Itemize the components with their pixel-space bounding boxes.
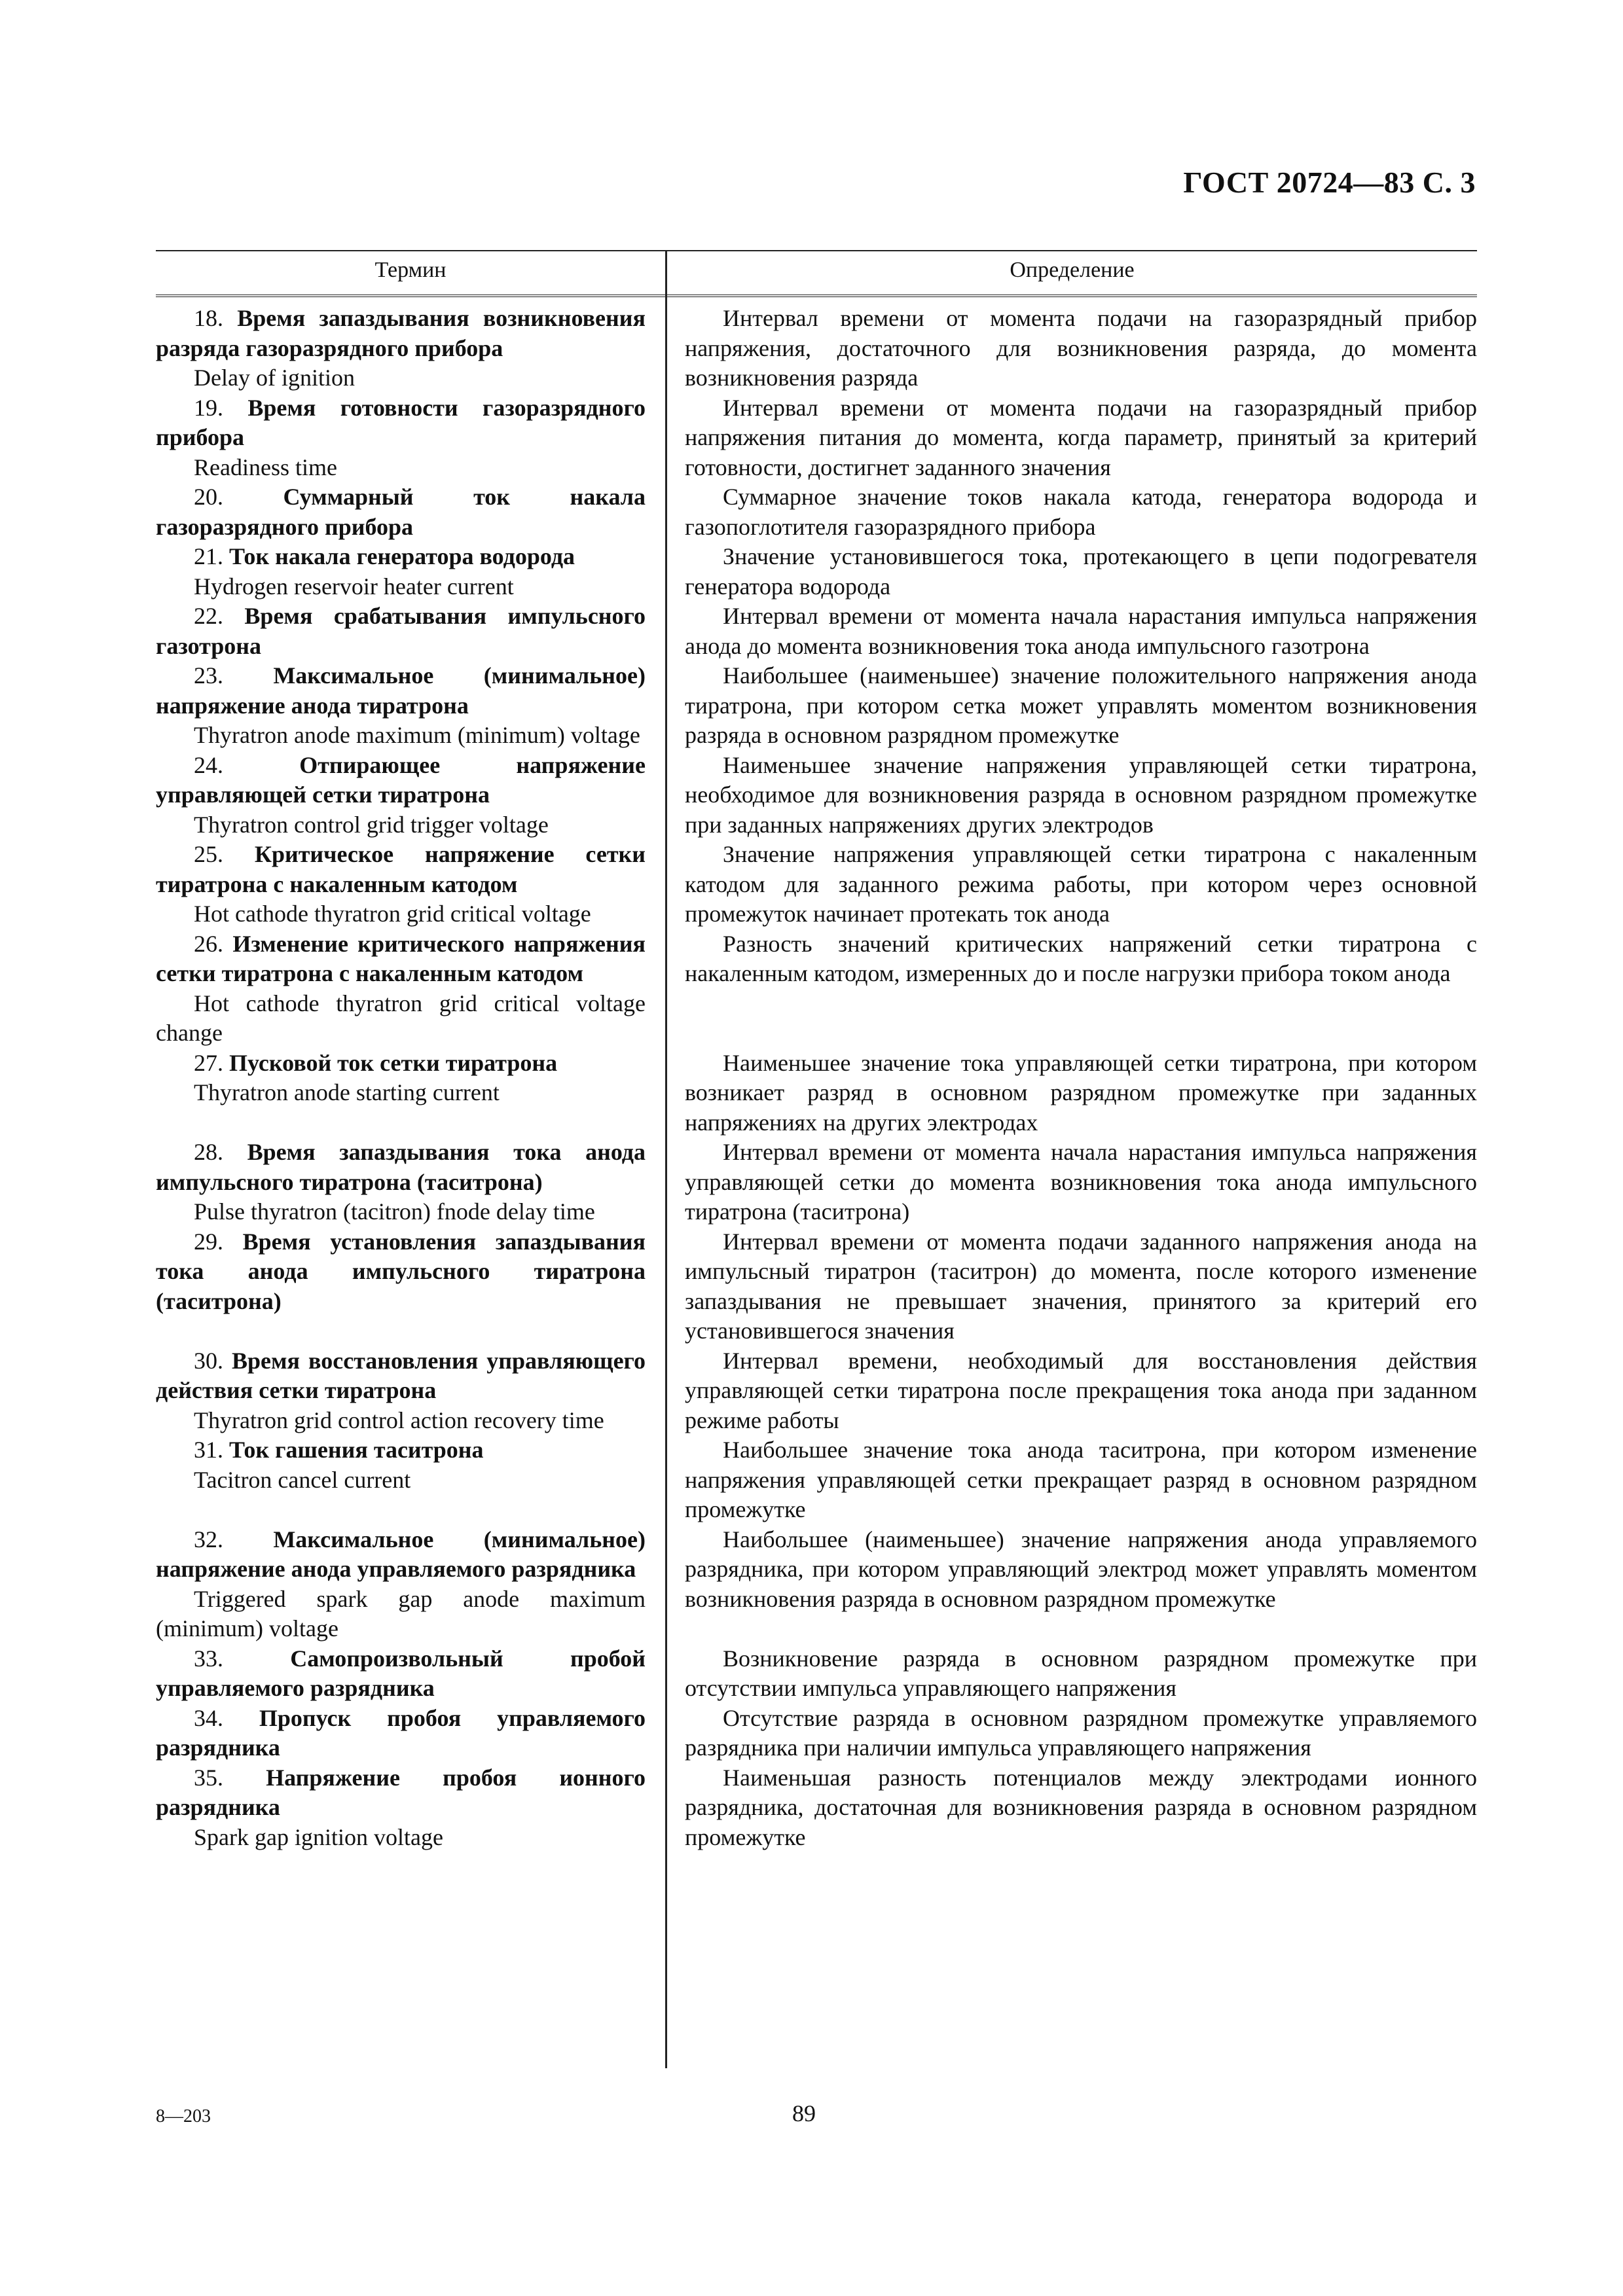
term-ru: Ток гашения таситрона — [229, 1437, 484, 1463]
table-body — [156, 304, 1477, 1852]
definition: Отсутствие разряда в основном разрядном промежутке управляемого разрядника при наличии импульса управляющего напряжения — [685, 1704, 1477, 1761]
term-number: 32. — [194, 1526, 223, 1552]
term-ru: Напряжение пробоя ионного разрядника — [156, 1764, 646, 1820]
term-en: Hydrogen reservoir heater current — [194, 573, 514, 600]
term-ru: Время запаздывания возникновения разряда газоразрядного прибора — [156, 305, 646, 361]
table-row — [156, 482, 1477, 542]
definition: Значение установившегося тока, протекающего в цепи подогревателя генератора водорода — [685, 543, 1477, 600]
table-row — [156, 601, 1477, 661]
table-row — [156, 304, 1477, 393]
table-row — [156, 1644, 1477, 1704]
term-number: 22. — [194, 603, 223, 629]
term-number: 25. — [194, 841, 223, 867]
term-en: Thyratron anode starting current — [194, 1079, 500, 1105]
term-number: 26. — [194, 930, 223, 957]
page-number: 89 — [792, 2100, 816, 2126]
table-row — [156, 1227, 1477, 1346]
table-row — [156, 751, 1477, 840]
term-ru: Пусковой ток сетки тиратрона — [229, 1049, 558, 1076]
term-en: Tacitron cancel current — [194, 1466, 411, 1493]
term-en: Triggered spark gap anode maximum (minimum) voltage — [156, 1585, 646, 1641]
definition: Возникновение разряда в основном разрядном промежутке при отсутствии импульса управляющего напряжения — [685, 1645, 1477, 1701]
term-number: 21. — [194, 543, 223, 569]
footer-code: 8—203 — [156, 2106, 211, 2126]
term-ru: Суммарный ток накала газоразрядного прибора — [156, 484, 646, 540]
term-number: 35. — [194, 1764, 223, 1791]
term-ru: Изменение критического напряжения сетки тиратрона с накаленным катодом — [156, 930, 646, 986]
term-en: Hot cathode thyratron grid critical voltage change — [156, 990, 646, 1046]
term-en: Thyratron control grid trigger voltage — [194, 811, 549, 838]
table-row — [156, 1049, 1477, 1138]
term-en: Delay of ignition — [194, 365, 355, 391]
term-ru: Критическое напряжение сетки тиратрона с накаленным катодом — [156, 841, 646, 897]
definition: Значение напряжения управляющей сетки тиратрона с накаленным катодом для заданного режима работы, при котором через основной промежуток начинает протекать ток анода — [685, 841, 1477, 927]
column-header-definition: Определение — [1010, 258, 1135, 282]
term-number: 28. — [194, 1139, 223, 1165]
definition: Интервал времени от момента начала нарастания импульса напряжения управляющей сетки до момента возникновения тока анода импульсного тиратрона (таситрона) — [685, 1139, 1477, 1225]
term-number: 24. — [194, 751, 223, 778]
table-row — [156, 661, 1477, 751]
definition: Наименьшее значение тока управляющей сетки тиратрона, при котором возникает разряд в основном разрядном промежутке при заданных напряжениях на других электродах — [685, 1049, 1477, 1136]
table-header-rule — [156, 295, 1477, 297]
term-ru: Пропуск пробоя управляемого разрядника — [156, 1704, 646, 1761]
term-number: 23. — [194, 662, 223, 689]
page-header-title: ГОСТ 20724—83 С. 3 — [1183, 166, 1476, 199]
term-ru: Время срабатывания импульсного газотрона — [156, 603, 646, 659]
table-row — [156, 1346, 1477, 1436]
term-ru: Время готовности газоразрядного прибора — [156, 394, 646, 450]
table-row — [156, 542, 1477, 601]
definition: Наименьшее значение напряжения управляющей сетки тиратрона, необходимое для возникновения разряда в основном разрядном промежутке при заданных напряжениях других электродов — [685, 751, 1477, 838]
definition: Наибольшее (наименьшее) значение напряжения анода управляемого разрядника, при котором управляющий электрод может управлять моментом возникновения разряда в основном разрядном промежутке — [685, 1526, 1477, 1612]
term-number: 31. — [194, 1437, 223, 1463]
term-en: Spark gap ignition voltage — [194, 1823, 443, 1850]
term-ru: Ток накала генератора водорода — [229, 543, 575, 569]
definition: Разность значений критических напряжений сетки тиратрона с накаленным катодом, измеренных до и после нагрузки прибора током анода — [685, 930, 1477, 986]
table-row — [156, 1525, 1477, 1644]
table-row — [156, 840, 1477, 929]
definition: Интервал времени, необходимый для восстановления действия управляющей сетки тиратрона после прекращения тока анода при заданном режиме работы — [685, 1347, 1477, 1433]
definition: Интервал времени от момента подачи на газоразрядный прибор напряжения питания до момента, когда параметр, принятый за критерий готовности, достигнет заданного значения — [685, 394, 1477, 480]
term-en: Pulse thyratron (tacitron) fnode delay time — [194, 1198, 595, 1225]
definition: Наибольшее значение тока анода таситрона, при котором изменение напряжения управляющей сетки прекращает разряд в основном разрядном промежутке — [685, 1437, 1477, 1522]
term-ru: Время установления запаздывания тока анода импульсного тиратрона (таситрона) — [156, 1228, 646, 1314]
definition: Интервал времени от момента начала нарастания импульса напряжения анода до момента возникновения тока анода импульсного газотрона — [685, 603, 1477, 659]
definition: Суммарное значение токов накала катода, генератора водорода и газопоглотителя газоразрядного прибора — [685, 484, 1477, 540]
term-number: 19. — [194, 394, 223, 421]
term-en: Hot cathode thyratron grid critical voltage — [194, 901, 591, 927]
term-number: 27. — [194, 1049, 223, 1076]
term-ru: Время запаздывания тока анода импульсного тиратрона (таситрона) — [156, 1139, 646, 1195]
table-top-rule — [156, 250, 1477, 251]
term-ru: Самопроизвольный пробой управляемого разрядника — [156, 1645, 646, 1701]
table-row — [156, 929, 1477, 1049]
column-header-term: Термин — [374, 258, 447, 282]
term-ru: Время восстановления управляющего действия сетки тиратрона — [156, 1347, 646, 1403]
term-number: 34. — [194, 1704, 223, 1731]
definition: Наименьшая разность потенциалов между электродами ионного разрядника, достаточная для возникновения разряда в основном разрядном промежутке — [685, 1764, 1477, 1850]
table-row — [156, 1704, 1477, 1763]
term-number: 18. — [194, 305, 223, 331]
term-en: Thyratron grid control action recovery time — [194, 1407, 604, 1433]
term-number: 30. — [194, 1347, 223, 1374]
definition: Интервал времени от момента подачи на газоразрядный прибор напряжения, достаточного для возникновения разряда, до момента возникновения разряда — [685, 305, 1477, 391]
table-row — [156, 1138, 1477, 1227]
term-ru: Максимальное (минимальное) напряжение анода тиратрона — [156, 662, 646, 719]
term-number: 20. — [194, 484, 223, 510]
term-en: Readiness time — [194, 454, 337, 480]
definition: Наибольшее (наименьшее) значение положительного напряжения анода тиратрона, при котором сетка может управлять моментом возникновения разряда в основном разрядном промежутке — [685, 662, 1477, 748]
term-number: 29. — [194, 1228, 223, 1255]
term-number: 33. — [194, 1645, 223, 1672]
term-en: Thyratron anode maximum (minimum) voltage — [194, 722, 640, 748]
term-ru: Отпирающее напряжение управляющей сетки тиратрона — [156, 751, 646, 808]
definition: Интервал времени от момента подачи заданного напряжения анода на импульсный тиратрон (таситрон) до момента, после которого изменение запаздывания не превышает значения, принятого за критерий его установившегося значения — [685, 1228, 1477, 1344]
table-row — [156, 1763, 1477, 1853]
term-ru: Максимальное (минимальное) напряжение анода управляемого разрядника — [156, 1526, 646, 1582]
table-row — [156, 1435, 1477, 1525]
table-row — [156, 393, 1477, 483]
